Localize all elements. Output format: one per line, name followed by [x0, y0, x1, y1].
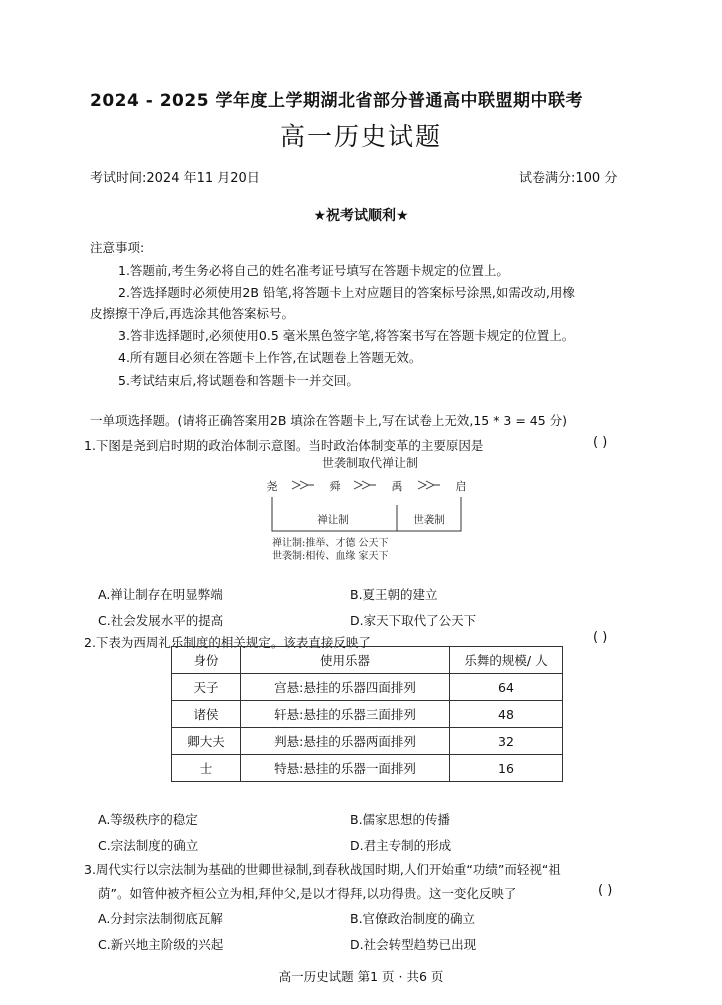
- table-row: [172, 755, 563, 782]
- cell-instrument: 轩悬:悬挂的乐器三面排列: [241, 701, 450, 728]
- cell-instrument: 特悬:悬挂的乐器一面排列: [241, 755, 450, 782]
- note-item: 3.答非选择题时,必须使用0.5 毫米黑色签字笔,将答案书写在答题卡规定的位置上。: [118, 328, 575, 343]
- diagram-note-2: 世袭制:相传、血缘 家天下: [272, 551, 389, 562]
- option-c: C.新兴地主阶级的兴起: [98, 937, 224, 952]
- question-2-stem: 2.下表为西周礼乐制度的相关规定。该表直接反映了: [84, 635, 371, 650]
- option-d: D.君主专制的形成: [350, 838, 452, 853]
- diagram-title: 世袭制取代禅让制: [321, 456, 419, 470]
- arrow-icon: [418, 481, 440, 489]
- box-shanrang: 禅让制: [317, 514, 349, 526]
- rites-table: [171, 646, 563, 782]
- cell-instrument: 宫悬:悬挂的乐器四面排列: [241, 674, 450, 701]
- page-footer: 高一历史试题 第1 页 · 共6 页: [278, 969, 444, 984]
- option-a: A.等级秩序的稳定: [98, 812, 198, 827]
- question-3-stem-continued: 荫”。如管仲被齐桓公立为相,拜仲父,是以才得拜,以功得贵。这一变化反映了: [98, 886, 517, 901]
- option-a: A.禅让制存在明显弊端: [98, 587, 223, 602]
- ruler-yao: 尧: [266, 480, 278, 493]
- cell-identity: 卿大夫: [172, 728, 241, 755]
- note-item: 2.答选择题时必须使用2B 铅笔,将答题卡上对应题目的答案标号涂黑,如需改动,用橡: [118, 285, 575, 300]
- header-identity: 身份: [172, 647, 241, 674]
- arrow-icon: [354, 481, 376, 489]
- cell-identity: 士: [172, 755, 241, 782]
- arrow-icon: [292, 481, 314, 489]
- option-d: D.家天下取代了公天下: [350, 613, 477, 628]
- question-1-stem: 1.下图是尧到启时期的政治体制示意图。当时政治体制变革的主要原因是: [84, 438, 484, 453]
- note-item-continued: 皮擦擦干净后,再选涂其他答案标号。: [90, 306, 294, 321]
- subject-title: 高一历史试题: [279, 122, 442, 151]
- ruler-yu: 禹: [391, 480, 403, 493]
- q1-diagram: [260, 455, 480, 567]
- option-d: D.社会转型趋势已出现: [350, 937, 477, 952]
- note-item: 5.考试结束后,将试题卷和答题卡一并交回。: [118, 373, 359, 388]
- option-c: C.宗法制度的确立: [98, 838, 199, 853]
- exam-time: 考试时间:2024 年11 月20日: [90, 171, 260, 186]
- option-b: B.儒家思想的传播: [350, 812, 451, 827]
- question-3-stem: 3.周代实行以宗法制为基础的世卿世禄制,到春秋战国时期,人们开始重“功绩”而轻视“祖: [84, 862, 561, 877]
- option-c: C.社会发展水平的提高: [98, 613, 224, 628]
- note-item: 1.答题前,考生务必将自己的姓名准考证号填写在答题卡规定的位置上。: [118, 263, 509, 278]
- cell-identity: 天子: [172, 674, 241, 701]
- box-shixi: 世袭制: [413, 514, 445, 526]
- answer-paren: ( ): [593, 630, 608, 645]
- table-header-row: [172, 647, 563, 674]
- answer-paren: ( ): [598, 883, 613, 898]
- exam-title: 2024 - 2025 学年度上学期湖北省部分普通高中联盟期中联考: [90, 91, 583, 111]
- notes-heading: 注意事项:: [90, 240, 145, 255]
- option-b: B.夏王朝的建立: [350, 587, 438, 602]
- ruler-qi: 启: [455, 480, 467, 493]
- cell-scale: 16: [450, 755, 563, 782]
- cell-scale: 48: [450, 701, 563, 728]
- arrows: [292, 481, 440, 489]
- header-instrument: 使用乐器: [241, 647, 450, 674]
- table-row: [172, 701, 563, 728]
- cell-scale: 32: [450, 728, 563, 755]
- cell-scale: 64: [450, 674, 563, 701]
- ruler-shun: 舜: [329, 480, 341, 493]
- header-scale: 乐舞的规模/ 人: [450, 647, 563, 674]
- option-b: B.官僚政治制度的确立: [350, 911, 476, 926]
- cell-identity: 诸侯: [172, 701, 241, 728]
- table-row: [172, 674, 563, 701]
- table-row: [172, 728, 563, 755]
- note-item: 4.所有题目必须在答题卡上作答,在试题卷上答题无效。: [118, 350, 422, 365]
- cell-instrument: 判悬:悬挂的乐器两面排列: [241, 728, 450, 755]
- wish-line: ★祝考试顺利★: [313, 208, 409, 224]
- answer-paren: ( ): [593, 435, 608, 450]
- diagram-note-1: 禅让制:推举、才德 公天下: [272, 538, 389, 549]
- full-score: 试卷满分:100 分: [519, 171, 618, 186]
- section-heading: 一单项选择题。(请将正确答案用2B 填涂在答题卡上,写在试卷上无效,15 * 3 = 45 分): [90, 413, 568, 428]
- option-a: A.分封宗法制彻底瓦解: [98, 911, 223, 926]
